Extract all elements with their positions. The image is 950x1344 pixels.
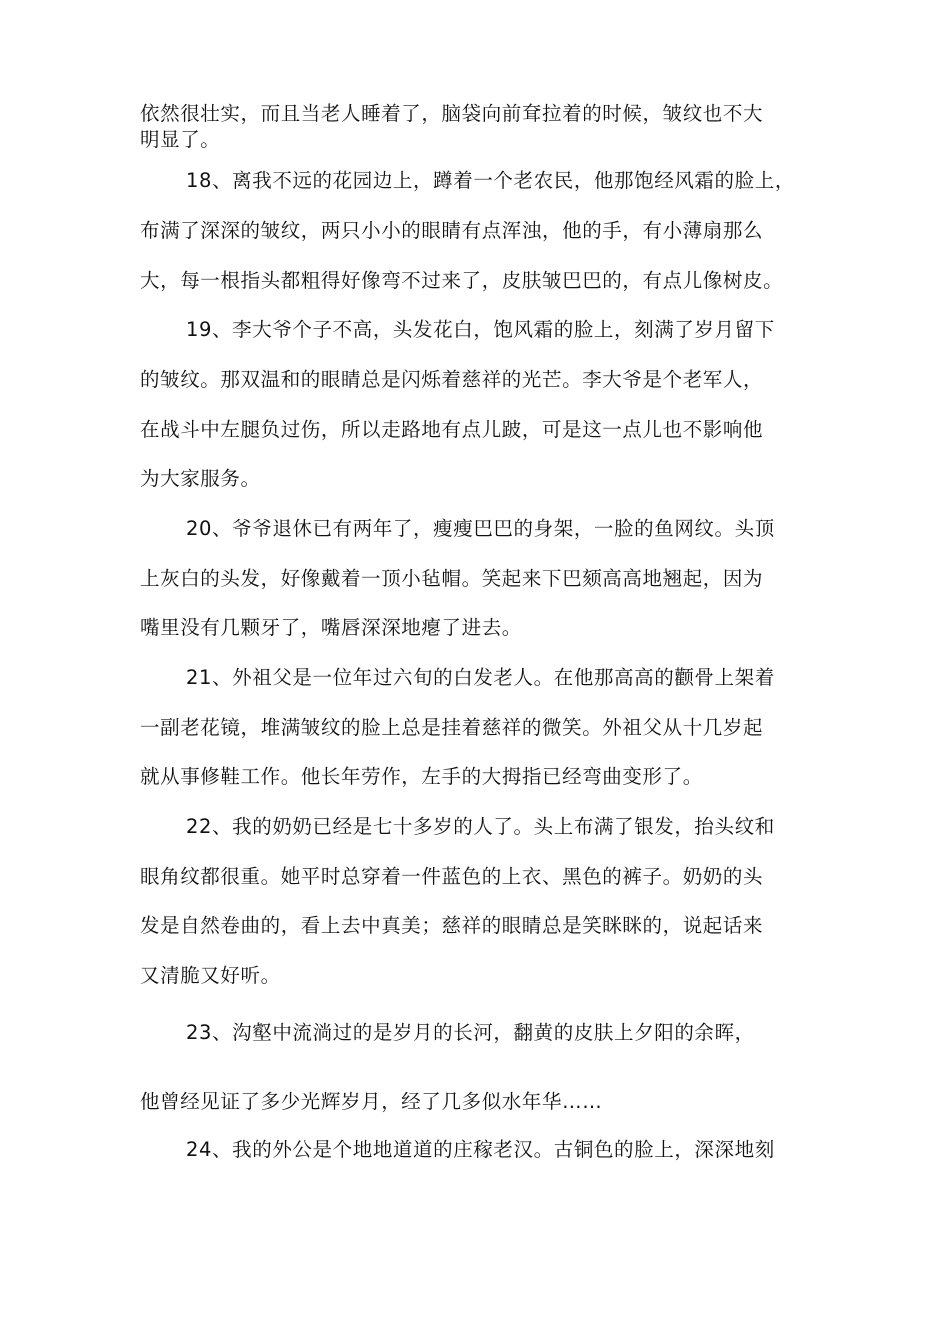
- text-line: 就从事修鞋工作。他长年劳作，左手的大拇指已经弯曲变形了。: [140, 765, 703, 788]
- text-line: 上灰白的头发，好像戴着一顶小毡帽。笑起来下巴颏高高地翘起，因为: [140, 567, 764, 590]
- text-line: 发是自然卷曲的，看上去中真美；慈祥的眼睛总是笑眯眯的，说起话来: [140, 914, 764, 937]
- paragraph-21-start: 21、外祖父是一位年过六旬的白发老人。在他那高高的颧骨上架着: [186, 666, 775, 689]
- text-line: 嘴里没有几颗牙了，嘴唇深深地瘪了进去。: [140, 616, 522, 639]
- text-line: 又清脆又好听。: [140, 964, 281, 987]
- paragraph-23-start: 23、沟壑中流淌过的是岁月的长河，翻黄的皮肤上夕阳的余晖，: [186, 1021, 755, 1044]
- text-line: 在战斗中左腿负过伤，所以走路地有点儿跛，可是这一点儿也不影响他: [140, 418, 764, 441]
- paragraph-20-start: 20、爷爷退休已有两年了，瘦瘦巴巴的身架，一脸的鱼网纹。头顶: [186, 517, 775, 540]
- text-line: 眼角纹都很重。她平时总穿着一件蓝色的上衣、黑色的裤子。奶奶的头: [140, 865, 764, 888]
- text-line: 一副老花镜，堆满皱纹的脸上总是挂着慈祥的微笑。外祖父从十几岁起: [140, 716, 764, 739]
- paragraph-19-start: 19、李大爷个子不高，头发花白，饱风霜的脸上，刻满了岁月留下: [186, 318, 775, 341]
- text-line: 为大家服务。: [140, 467, 261, 490]
- text-line: 他曾经见证了多少光辉岁月，经了几多似水年华……: [140, 1090, 603, 1113]
- paragraph-22-start: 22、我的奶奶已经是七十多岁的人了。头上布满了银发，抬头纹和: [186, 815, 775, 838]
- text-line: 依然很壮实，而且当老人睡着了，脑袋向前耷拉着的时候，皱纹也不大: [140, 102, 764, 125]
- text-line: 的皱纹。那双温和的眼睛总是闪烁着慈祥的光芒。李大爷是个老军人，: [140, 368, 764, 391]
- text-line: 大，每一根指头都粗得好像弯不过来了，皮肤皱巴巴的，有点儿像树皮。: [140, 269, 784, 292]
- text-line: 明显了。: [140, 128, 221, 151]
- text-line: 布满了深深的皱纹，两只小小的眼睛有点浑浊，他的手，有小薄扇那么: [140, 219, 764, 242]
- paragraph-24-start: 24、我的外公是个地地道道的庄稼老汉。古铜色的脸上，深深地刻: [186, 1138, 775, 1161]
- paragraph-18-start: 18、离我不远的花园边上，蹲着一个老农民，他那饱经风霜的脸上，: [186, 169, 795, 192]
